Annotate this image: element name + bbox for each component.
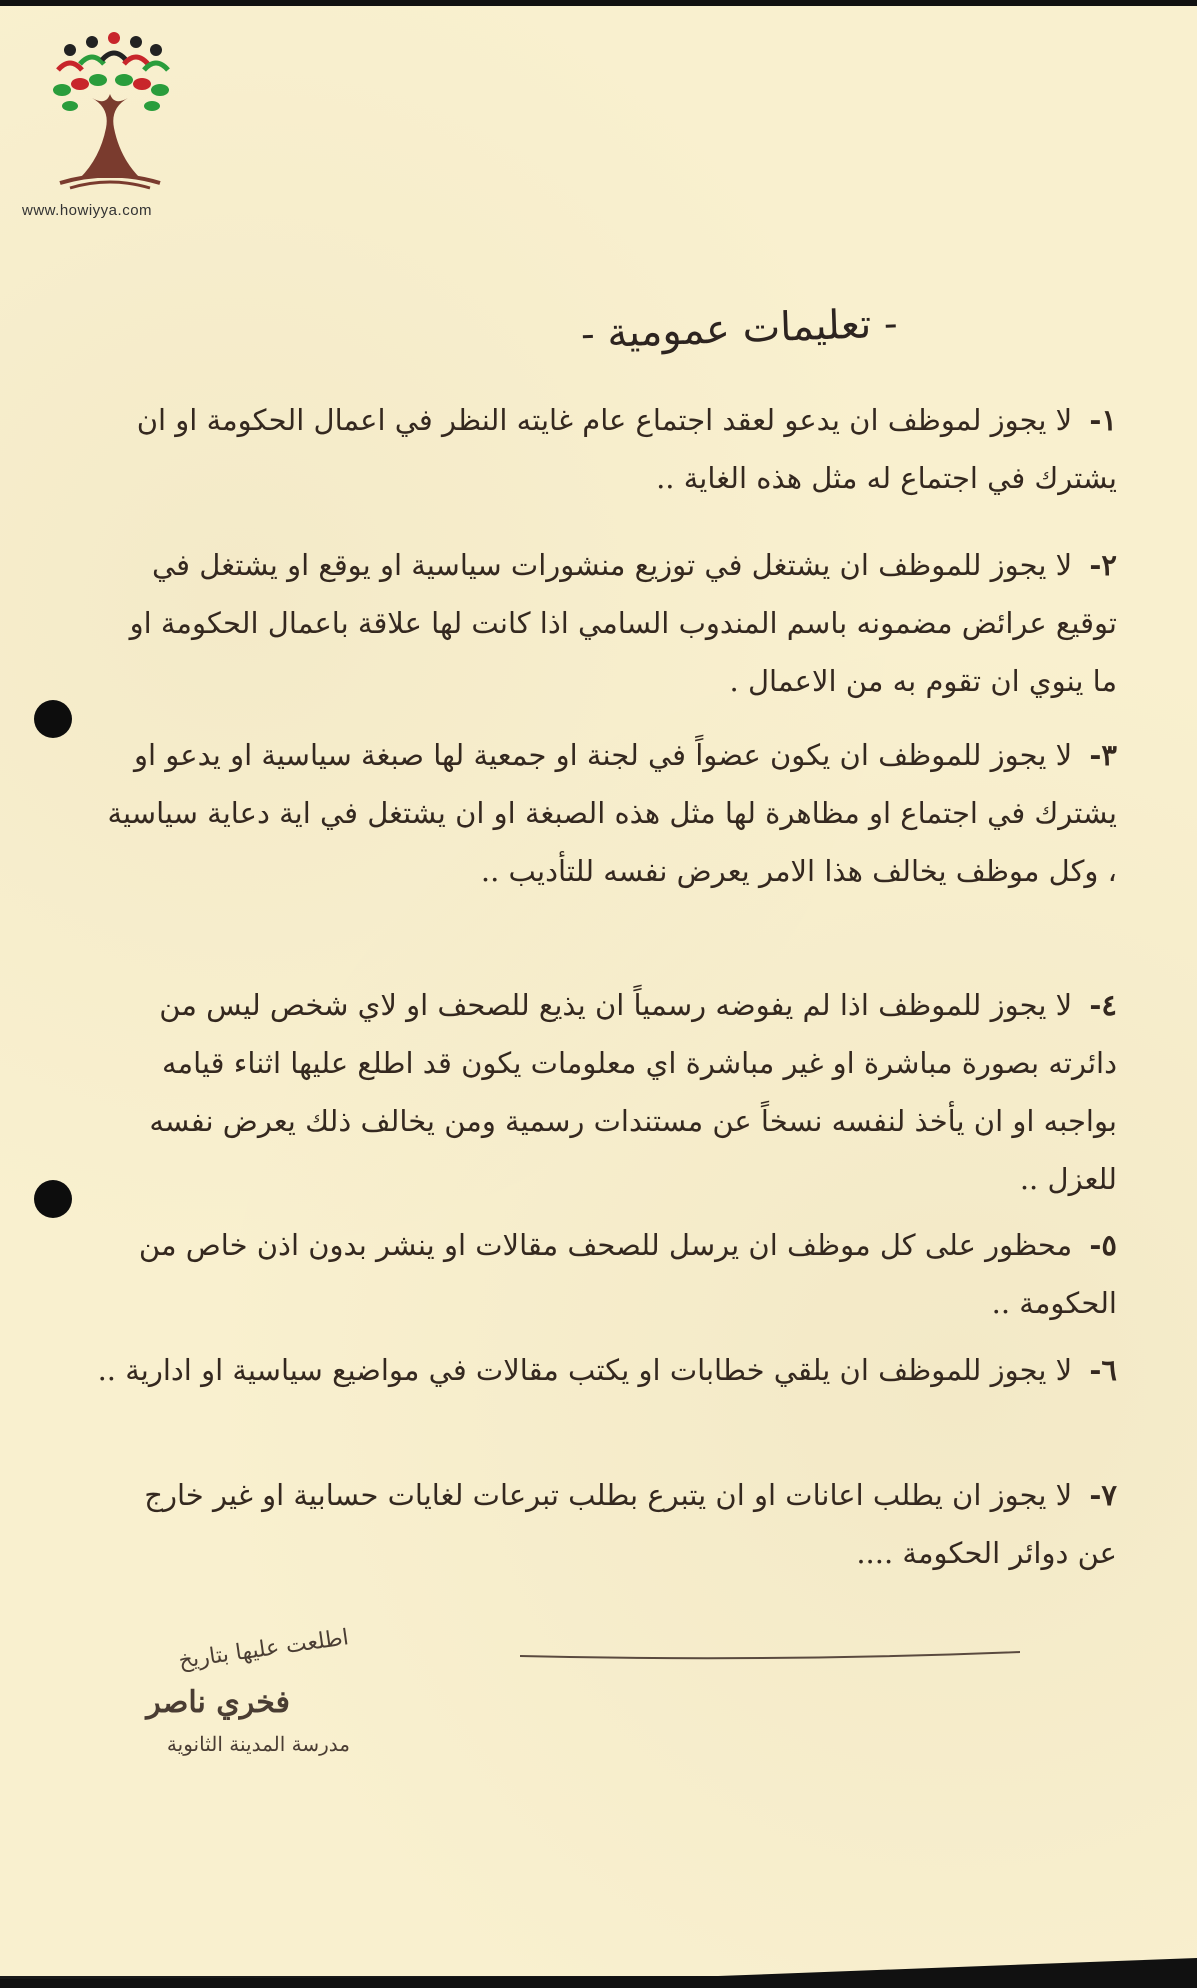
item-number: ٦- [1089,1353,1117,1387]
item-number: ٧- [1089,1478,1117,1512]
item-text: لا يجوز للموظف ان يلقي خطابات او يكتب مقالات في مواضيع سياسية او ادارية .. [97,1353,1073,1387]
item-number: ٥- [1089,1228,1117,1262]
list-item-4 [97,976,1117,1208]
signature-line-1: اطلعت عليها بتاريخ [177,1625,351,1674]
item-number: ٤- [1089,988,1117,1022]
signature-line-3: مدرسة المدينة الثانوية [166,1732,350,1756]
item-number: ٣- [1089,738,1117,772]
punch-hole [34,1180,72,1218]
item-text: لا يجوز للموظف اذا لم يفوضه رسمياً ان يذيع للصحف او لاي شخص ليس من دائرته بصورة مباشرة او غير مباشرة اي معلومات يكون قد اطلع عليها اثناء قيامه بواجبه او ان يأخذ لنفسه نسخاً عن مستندات رسمية ومن يخالف ذلك يعرض نفسه للعزل .. [149,988,1117,1196]
item-text: لا يجوز لموظف ان يدعو لعقد اجتماع عام غايته النظر في اعمال الحكومة او ان يشترك في اجتماع له مثل هذه الغاية .. [136,403,1117,495]
list-item-7 [97,1466,1117,1582]
item-text: محظور على كل موظف ان يرسل للصحف مقالات او ينشر بدون اذن خاص من الحكومة .. [138,1228,1117,1320]
signature-block [50,1625,351,1756]
list-item-5 [97,1216,1117,1332]
list-item-2 [97,536,1117,710]
item-text: لا يجوز ان يطلب اعانات او ان يتبرع بطلب تبرعات لغايات حسابية او غير خارج عن دوائر الحكومة .... [144,1478,1117,1570]
list-item-3 [97,726,1117,900]
list-item-6 [97,1341,1117,1399]
item-text: لا يجوز للموظف ان يكون عضواً في لجنة او جمعية لها صبغة سياسية او يدعو او يشترك في اجتماع او مظاهرة لها مثل هذه الصبغة او ان يشتغل في اية دعاية سياسية ، وكل موظف يخالف هذا الامر يعرض نفسه للتأديب .. [107,738,1117,888]
item-text: لا يجوز للموظف ان يشتغل في توزيع منشورات سياسية او يوقع او يشتغل في توقيع عرائض مضمونه باسم المندوب السامي اذا كانت لها علاقة باعمال الحكومة او ما ينوي ان تقوم به من الاعمال . [129,548,1117,698]
item-number: ١- [1089,403,1117,437]
closing-underline [520,1646,1020,1666]
logo-url: www.howiyya.com [22,202,153,219]
signature-name: فخري ناصر [146,1685,290,1720]
list-item-1 [97,391,1117,507]
punch-hole [34,700,72,738]
family-tree-icon [40,28,180,198]
item-number: ٢- [1089,548,1117,582]
document-page [0,6,1197,1976]
document-title: - تعليمات عمومية - [579,300,898,358]
